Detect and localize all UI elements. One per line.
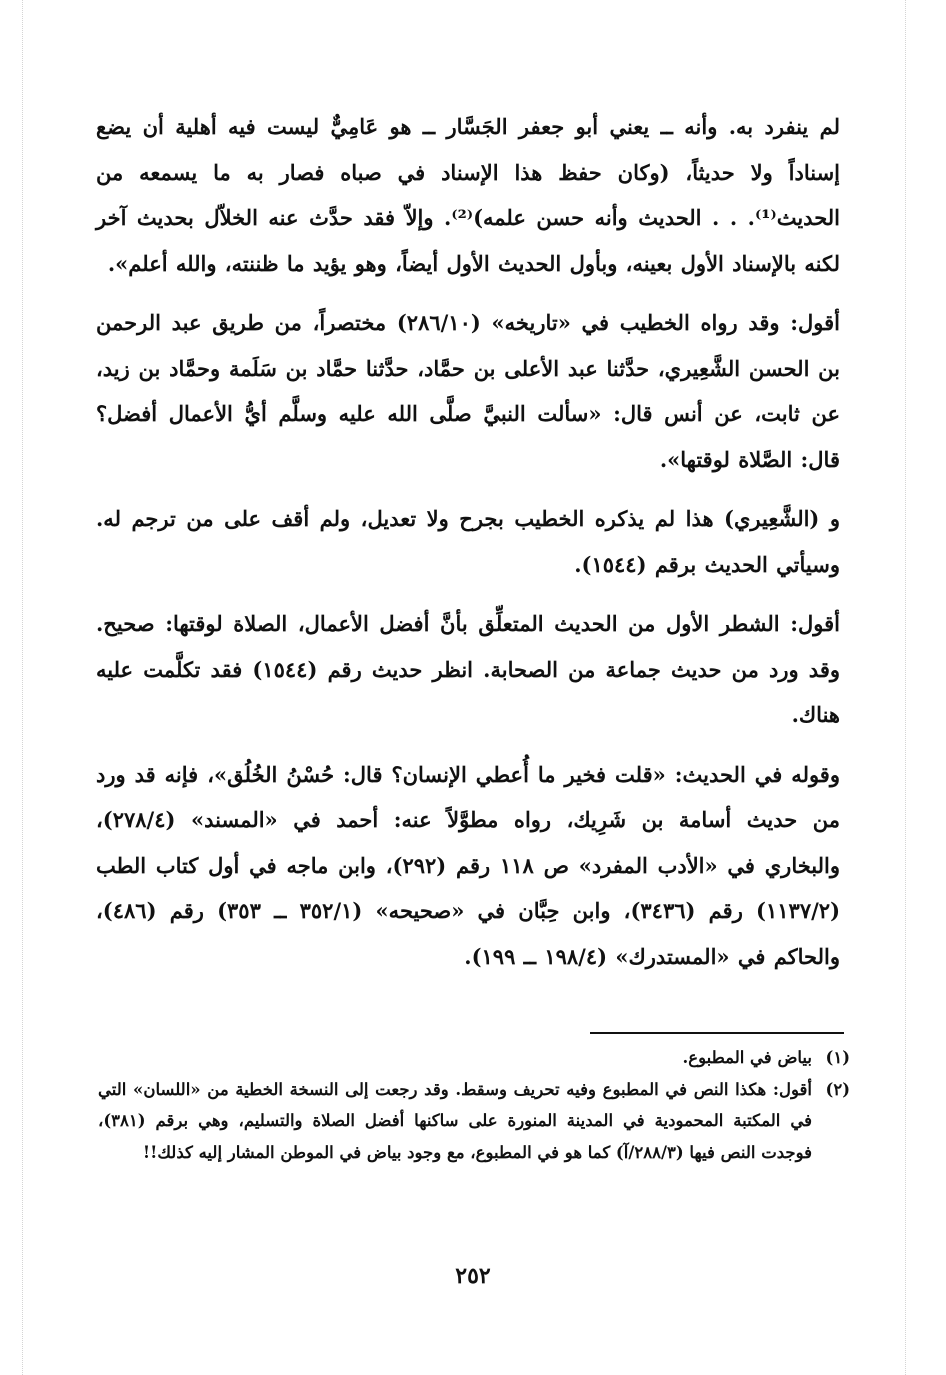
footnote-text: أقول: هكذا النص في المطبوع وفيه تحريف وسقط. وقد رجعت إلى النسخة الخطية من «اللسان» التي في المكتبة المحمودية في المدينة المنورة على ساكنها أفضل الصلاة والتسليم، وهي برقم (٣٨١)، فوجدت النص فيها (٢٨٨/٣/آ) كما هو في المطبوع، مع وجود بياض في الموطن المشار إليه كذلك!! xyxy=(98,1079,812,1162)
page-number: ٢٥٢ xyxy=(455,1263,491,1289)
paragraph-5: وقوله في الحديث: «قلت فخير ما أُعطي الإنسان؟ قال: حُسْنُ الخُلُق»، فإنه قد ورد من حديث أسامة بن شَرِيك، رواه مطوَّلاً عنه: أحمد في «المسند» (٢٧٨/٤)، والبخاري في «الأدب المفرد» ص ١١٨ رقم (٢٩٢)، وابن ماجه في أول كتاب الطب (١١٣٧/٢) رقم (٣٤٣٦)، وابن حِبَّان في «صحيحه» (٣٥٢/١ ــ ٣٥٣) رقم (٤٨٦)، والحاكم في «المستدرك» (١٩٨/٤ ــ ١٩٩). xyxy=(96,761,841,969)
scan-guide-line-right xyxy=(905,0,906,1375)
paragraph-4: أقول: الشطر الأول من الحديث المتعلِّق بأنَّ أفضل الأعمال، الصلاة لوقتها: صحيح. وقد ورد من حديث جماعة من الصحابة. انظر حديث رقم (١٥٤٤) فقد تكلَّمت عليه هناك. xyxy=(96,611,841,727)
footnotes xyxy=(98,1042,850,1168)
footnote-text: بياض في المطبوع. xyxy=(682,1048,812,1067)
paragraph-1: لم ينفرد به. وأنه ــ يعني أبو جعفر الجَسَّار ــ هو عَامِيٌّ ليست فيه أهلية أن يضع إسناداً ولا حديثاً، (وكان حفظ هذا الإسناد في صباه فصار به ما يسمعه من الحديث⁽¹⁾. . . الحديث وأنه حسن علمه)⁽²⁾. وإلاّ فقد حدَّث عنه الخلاّل بحديث آخر لكنه بالإسناد الأول بعينه، وبأول الحديث الأول أيضاً، وهو يؤيد ما ظننته، والله أعلم». xyxy=(96,114,840,276)
footnote-1 xyxy=(98,1042,850,1074)
main-text xyxy=(96,104,840,979)
footnote-divider xyxy=(590,1032,844,1034)
footnote-number: (٢) xyxy=(825,1079,850,1099)
paragraph-3: و (الشَّعِيري) هذا لم يذكره الخطيب بجرح ولا تعديل، ولم أقف على من ترجم له. وسيأتي الحديث برقم (١٥٤٤). xyxy=(96,506,840,577)
footnote-number: (١) xyxy=(825,1048,850,1067)
scan-guide-line-left xyxy=(22,0,23,1375)
paragraph-2: أقول: وقد رواه الخطيب في «تاريخه» (٢٨٦/١٠) مختصراً، من طريق عبد الرحمن بن الحسن الشَّعِيري، حدَّثنا عبد الأعلى بن حمَّاد، حدَّثنا حمَّاد بن سَلَمة وحمَّاد بن زيد، عن ثابت، عن أنس قال: «سألت النبيَّ صلَّى الله عليه وسلَّم أيُّ الأعمال أفضل؟ قال: الصَّلاة لوقتها». xyxy=(96,310,840,472)
footnote-2 xyxy=(98,1074,850,1169)
